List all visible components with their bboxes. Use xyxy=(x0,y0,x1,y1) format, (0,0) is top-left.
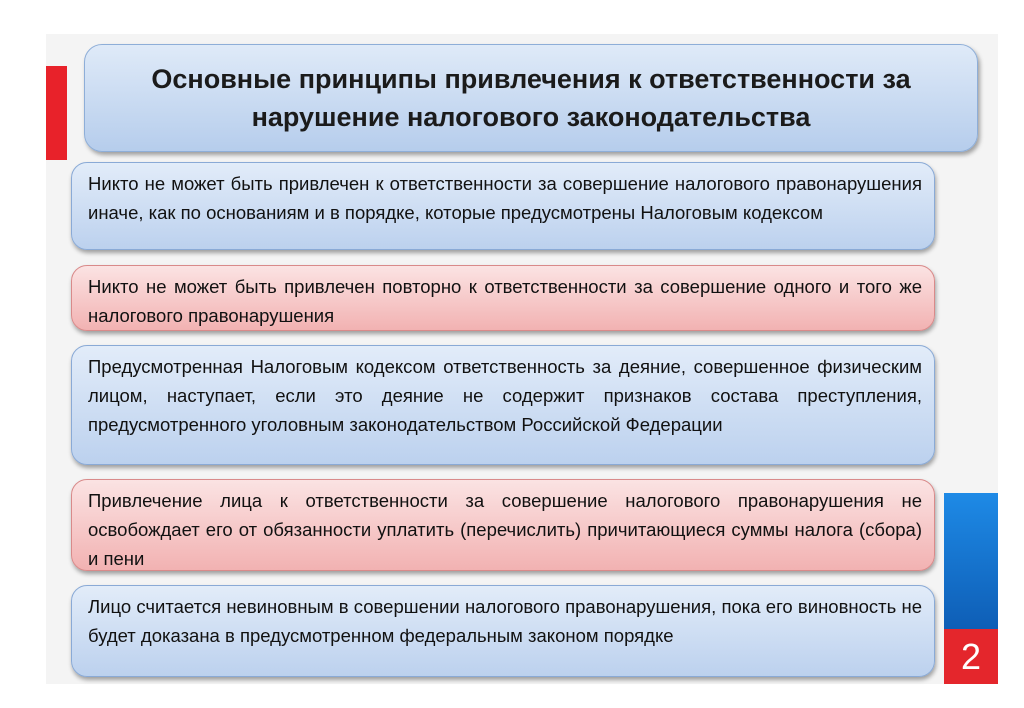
accent-bar-red-top xyxy=(46,66,67,160)
principle-box-4 xyxy=(71,479,935,571)
title-box xyxy=(84,44,978,152)
slide-title: Основные принципы привлечения к ответственности за нарушение налогового законодательства xyxy=(151,64,911,132)
principle-box-1 xyxy=(71,162,935,250)
principle-text-3: Предусмотренная Налоговым кодексом ответственность за деяние, совершенное физическим лицом, наступает, если это деяние не содержит признаков состава преступления, предусмотренного уголовным законодательством Российской Федерации xyxy=(88,356,922,435)
principle-text-2: Никто не может быть привлечен повторно к ответственности за совершение одного и того же налогового правонарушения xyxy=(88,276,922,326)
principle-box-3 xyxy=(71,345,935,465)
principle-text-5: Лицо считается невиновным в совершении налогового правонарушения, пока его виновность не будет доказана в предусмотренном федеральным законом порядке xyxy=(88,596,922,646)
principle-box-2 xyxy=(71,265,935,331)
page-number-box xyxy=(944,629,998,684)
principle-text-1: Никто не может быть привлечен к ответственности за совершение налогового правонарушения иначе, как по основаниям и в порядке, которые предусмотрены Налоговым кодексом xyxy=(88,173,922,223)
principle-box-5 xyxy=(71,585,935,677)
accent-bar-blue xyxy=(944,493,998,629)
principle-text-4: Привлечение лица к ответственности за совершение налогового правонарушения не освобождает его от обязанности уплатить (перечислить) причитающиеся суммы налога (сбора) и пени xyxy=(88,490,922,569)
page-number: 2 xyxy=(960,635,982,677)
